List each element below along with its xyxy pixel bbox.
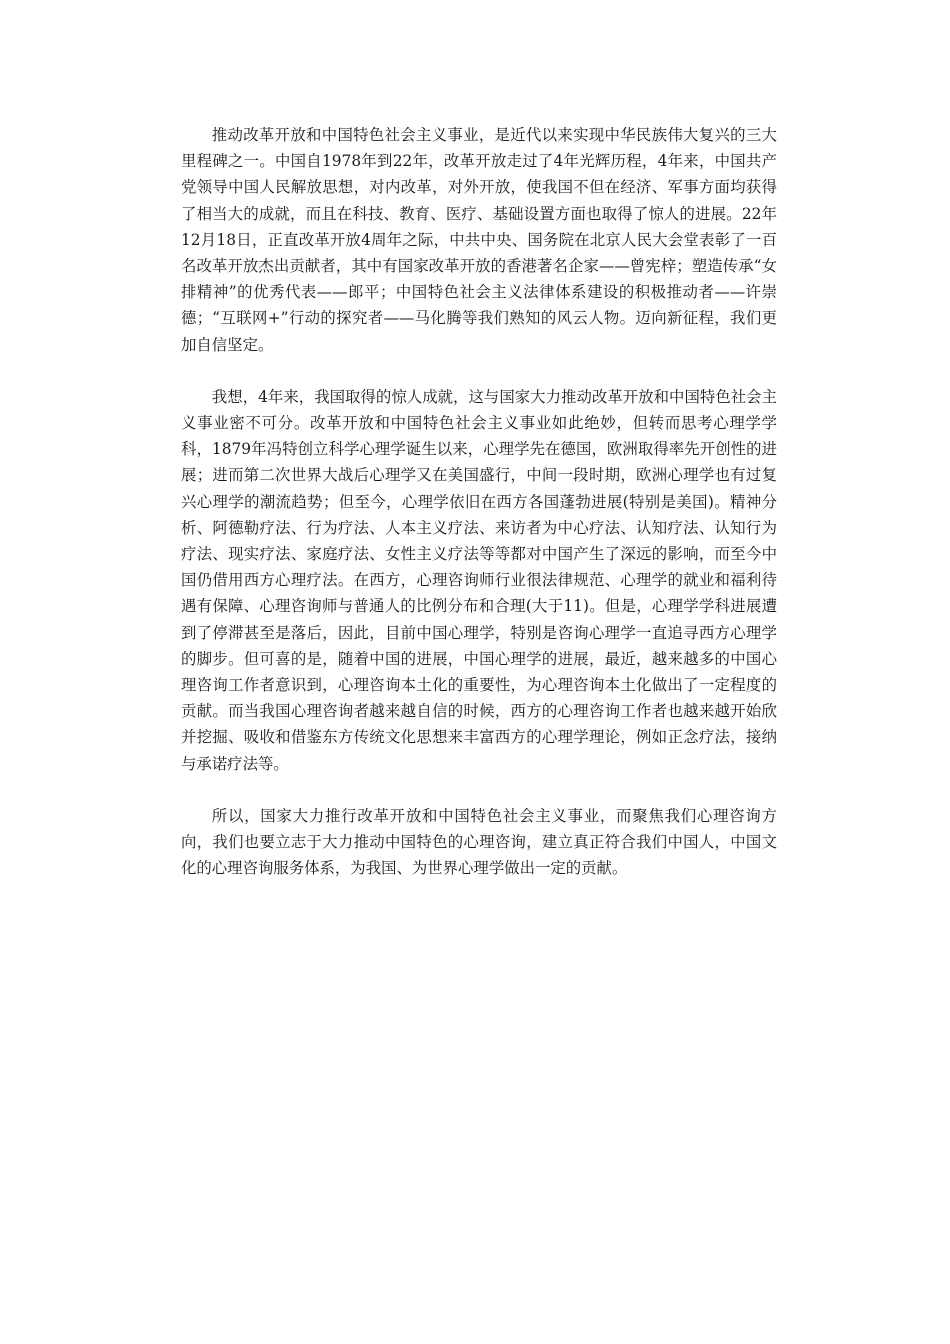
paragraph-3: 所以，国家大力推行改革开放和中国特色社会主义事业，而聚焦我们心理咨询方向，我们也要立志于大力推动中国特色的心理咨询，建立真正符合我们中国人，中国文化的心理咨询服务体系，为我国、为世界心理学做出一定的贡献。 [181,806,777,878]
paragraph-1: 推动改革开放和中国特色社会主义事业，是近代以来实现中华民族伟大复兴的三大里程碑之一。中国自1978年到22年，改革开放走过了4年光辉历程，4年来，中国共产党领导中国人民解放思想，对内改革，对外开放，使我国不但在经济、军事方面均获得了相当大的成就，而且在科技、教育、医疗、基础设置方面也取得了惊人的进展。22年12月18日，正直改革开放4周年之际，中共中央、国务院在北京人民大会堂表彰了一百名改革开放杰出贡献者，其中有国家改革开放的香港著名企家——曾宪梓；塑造传承“女排精神”的优秀代表——郎平；中国特色社会主义法律体系建设的积极推动者——许崇德；“互联网+”行动的探究者——马化腾等我们熟知的风云人物。迈向新征程，我们更加自信坚定。 [181,126,777,354]
paragraph-2: 我想，4年来，我国取得的惊人成就，这与国家大力推动改革开放和中国特色社会主义事业密不可分。改革开放和中国特色社会主义事业如此绝妙，但转而思考心理学学科，1879年冯特创立科学心理学诞生以来，心理学先在德国，欧洲取得率先开创性的进展；进而第二次世界大战后心理学又在美国盛行，中间一段时期，欧洲心理学也有过复兴心理学的潮流趋势；但至今，心理学依旧在西方各国蓬勃进展(特别是美国)。精神分析、阿德勒疗法、行为疗法、人本主义疗法、来访者为中心疗法、认知疗法、认知行为疗法、现实疗法、家庭疗法、女性主义疗法等等都对中国产生了深远的影响，而至今中国仍借用西方心理疗法。在西方，心理咨询师行业很法律规范、心理学的就业和福利待遇有保障、心理咨询师与普通人的比例分布和合理(大于11)。但是，心理学学科进展遭到了停滞甚至是落后，因此，目前中国心理学，特别是咨询心理学一直追寻西方心理学的脚步。但可喜的是，随着中国的进展，中国心理学的进展，最近，越来越多的中国心理咨询工作者意识到，心理咨询本土化的重要性，为心理咨询本土化做出了一定程度的贡献。而当我国心理咨询者越来越自信的时候，西方的心理咨询工作者也越来越开始欣并挖掘、吸收和借鉴东方传统文化思想来丰富西方的心理学理论，例如正念疗法，接纳与承诺疗法等。 [181,387,777,773]
document-body [181,122,777,881]
